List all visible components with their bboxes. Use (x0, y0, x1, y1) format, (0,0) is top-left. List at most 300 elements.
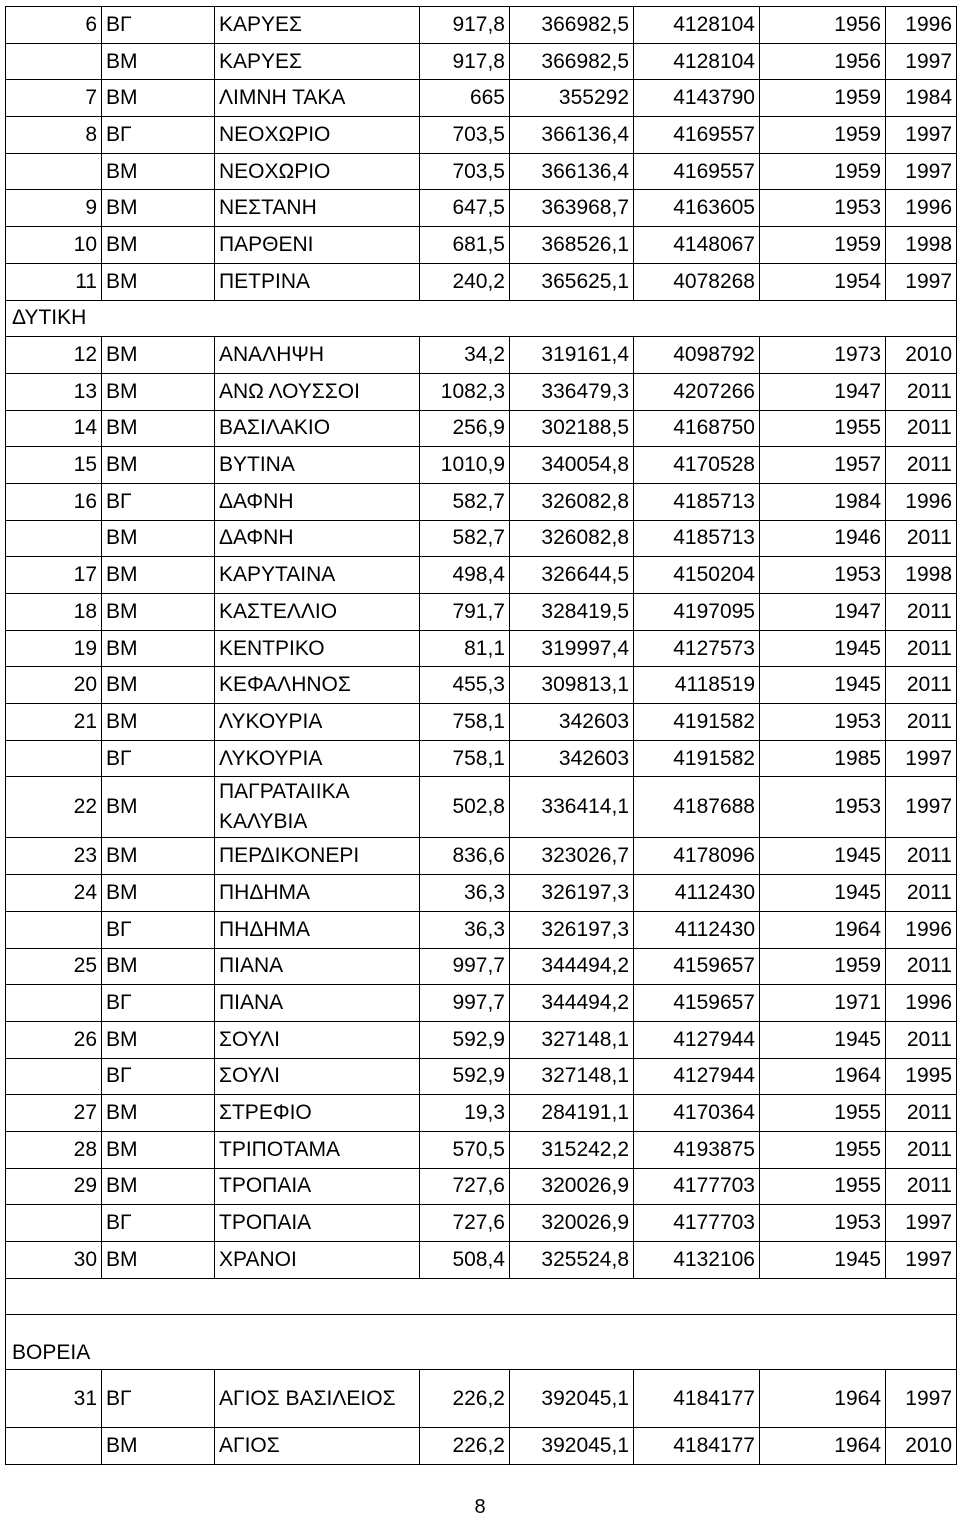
cell-station-number: 7 (6, 80, 102, 117)
cell-station-name: ΠΑΡΘΕΝΙ (215, 227, 420, 264)
cell-coord-y: 4143790 (634, 80, 760, 117)
cell-coord-x: 368526,1 (510, 227, 634, 264)
cell-coord-y: 4185713 (634, 483, 760, 520)
table-row (6, 7, 957, 44)
table-row (6, 740, 957, 777)
cell-end-year: 2011 (886, 410, 957, 447)
table-row (6, 263, 957, 300)
region-row (6, 300, 957, 337)
cell-start-year: 1954 (760, 263, 886, 300)
cell-coord-x: 320026,9 (510, 1205, 634, 1242)
cell-station-name: ΚΑΡΥΕΣ (215, 43, 420, 80)
cell-coord-x: 328419,5 (510, 594, 634, 631)
table-row (6, 1058, 957, 1095)
cell-coord-x: 344494,2 (510, 985, 634, 1022)
cell-coord-x: 326644,5 (510, 557, 634, 594)
cell-station-number: 20 (6, 667, 102, 704)
cell-coord-y: 4148067 (634, 227, 760, 264)
cell-start-year: 1964 (760, 1370, 886, 1428)
cell-station-number: 10 (6, 227, 102, 264)
cell-station-number: 15 (6, 447, 102, 484)
cell-station-number: 19 (6, 630, 102, 667)
cell-station-type: ΒΜ (102, 373, 215, 410)
cell-coord-y: 4078268 (634, 263, 760, 300)
cell-end-year: 1998 (886, 227, 957, 264)
cell-station-type: ΒΓ (102, 1370, 215, 1428)
cell-end-year: 2011 (886, 1131, 957, 1168)
table-row (6, 1021, 957, 1058)
cell-start-year: 1945 (760, 875, 886, 912)
cell-end-year: 1996 (886, 985, 957, 1022)
table-row (6, 153, 957, 190)
cell-station-type: ΒΓ (102, 483, 215, 520)
cell-altitude: 81,1 (420, 630, 510, 667)
cell-station-type: ΒΜ (102, 1428, 215, 1465)
cell-altitude: 1082,3 (420, 373, 510, 410)
table-row (6, 985, 957, 1022)
cell-station-type: ΒΜ (102, 337, 215, 374)
cell-station-number (6, 43, 102, 80)
table-row (6, 594, 957, 631)
cell-station-number: 27 (6, 1095, 102, 1132)
cell-coord-x: 342603 (510, 740, 634, 777)
cell-station-number: 31 (6, 1370, 102, 1428)
cell-station-name: ΒΥΤΙΝΑ (215, 447, 420, 484)
cell-coord-y: 4177703 (634, 1168, 760, 1205)
cell-altitude: 226,2 (420, 1370, 510, 1428)
cell-station-name: ΝΕΟΧΩΡΙΟ (215, 117, 420, 154)
cell-start-year: 1984 (760, 483, 886, 520)
cell-station-name: ΚΕΝΤΡΙΚΟ (215, 630, 420, 667)
cell-station-type: ΒΓ (102, 7, 215, 44)
cell-coord-y: 4159657 (634, 985, 760, 1022)
cell-end-year: 1996 (886, 483, 957, 520)
cell-station-number: 8 (6, 117, 102, 154)
cell-start-year: 1953 (760, 190, 886, 227)
cell-station-name: ΑΝΩ ΛΟΥΣΣΟΙ (215, 373, 420, 410)
cell-start-year: 1955 (760, 1131, 886, 1168)
cell-start-year: 1953 (760, 777, 886, 838)
cell-coord-x: 392045,1 (510, 1370, 634, 1428)
cell-coord-x: 326082,8 (510, 520, 634, 557)
table-body (6, 7, 957, 1465)
cell-coord-x: 323026,7 (510, 838, 634, 875)
cell-coord-y: 4112430 (634, 875, 760, 912)
cell-coord-x: 326197,3 (510, 911, 634, 948)
cell-coord-x: 363968,7 (510, 190, 634, 227)
cell-coord-y: 4170364 (634, 1095, 760, 1132)
cell-station-type: ΒΜ (102, 704, 215, 741)
cell-station-name: ΝΕΟΧΩΡΙΟ (215, 153, 420, 190)
cell-coord-x: 325524,8 (510, 1242, 634, 1279)
cell-station-number: 28 (6, 1131, 102, 1168)
table-row (6, 667, 957, 704)
cell-altitude: 1010,9 (420, 447, 510, 484)
cell-end-year: 2011 (886, 838, 957, 875)
cell-coord-y: 4112430 (634, 911, 760, 948)
cell-end-year: 1997 (886, 777, 957, 838)
cell-altitude: 582,7 (420, 483, 510, 520)
table-row (6, 630, 957, 667)
cell-coord-y: 4127944 (634, 1021, 760, 1058)
table-row (6, 447, 957, 484)
cell-station-name: ΛΙΜΝΗ ΤΑΚΑ (215, 80, 420, 117)
cell-start-year: 1959 (760, 153, 886, 190)
cell-end-year: 2011 (886, 1095, 957, 1132)
cell-coord-x: 326082,8 (510, 483, 634, 520)
cell-coord-y: 4197095 (634, 594, 760, 631)
cell-coord-x: 315242,2 (510, 1131, 634, 1168)
cell-coord-x: 319997,4 (510, 630, 634, 667)
cell-start-year: 1985 (760, 740, 886, 777)
cell-station-name: ΣΤΡΕΦΙΟ (215, 1095, 420, 1132)
cell-end-year: 1997 (886, 740, 957, 777)
cell-altitude: 681,5 (420, 227, 510, 264)
stations-table (5, 6, 957, 1465)
cell-end-year: 2011 (886, 594, 957, 631)
cell-coord-x: 319161,4 (510, 337, 634, 374)
cell-station-name: ΚΑΣΤΕΛΛΙΟ (215, 594, 420, 631)
cell-coord-y: 4128104 (634, 7, 760, 44)
cell-station-name: ΠΗΔΗΜΑ (215, 911, 420, 948)
cell-coord-x: 302188,5 (510, 410, 634, 447)
cell-coord-y: 4150204 (634, 557, 760, 594)
cell-station-number: 12 (6, 337, 102, 374)
cell-end-year: 2011 (886, 447, 957, 484)
cell-station-name: ΛΥΚΟΥΡΙΑ (215, 704, 420, 741)
cell-station-name: ΑΓΙΟΣ ΒΑΣΙΛΕΙΟΣ (215, 1370, 420, 1428)
cell-station-name: ΔΑΦΝΗ (215, 520, 420, 557)
cell-station-number: 24 (6, 875, 102, 912)
cell-altitude: 836,6 (420, 838, 510, 875)
cell-end-year: 1997 (886, 263, 957, 300)
cell-coord-y: 4118519 (634, 667, 760, 704)
cell-coord-x: 320026,9 (510, 1168, 634, 1205)
spacer-row (6, 1278, 957, 1315)
cell-altitude: 727,6 (420, 1205, 510, 1242)
cell-coord-x: 366136,4 (510, 153, 634, 190)
cell-station-type: ΒΜ (102, 875, 215, 912)
cell-station-number: 22 (6, 777, 102, 838)
cell-end-year: 1997 (886, 1242, 957, 1279)
cell-end-year: 2011 (886, 948, 957, 985)
cell-coord-x: 284191,1 (510, 1095, 634, 1132)
cell-start-year: 1957 (760, 447, 886, 484)
cell-station-type: ΒΜ (102, 1095, 215, 1132)
cell-end-year: 2010 (886, 337, 957, 374)
cell-coord-y: 4185713 (634, 520, 760, 557)
cell-start-year: 1945 (760, 667, 886, 704)
cell-coord-y: 4184177 (634, 1370, 760, 1428)
cell-altitude: 997,7 (420, 985, 510, 1022)
cell-station-number: 18 (6, 594, 102, 631)
cell-end-year: 1998 (886, 557, 957, 594)
cell-station-number: 16 (6, 483, 102, 520)
cell-station-type: ΒΜ (102, 838, 215, 875)
cell-start-year: 1964 (760, 1058, 886, 1095)
cell-coord-y: 4187688 (634, 777, 760, 838)
cell-start-year: 1964 (760, 1428, 886, 1465)
page-number: 8 (474, 1496, 486, 1518)
cell-station-name: ΑΓΙΟΣ (215, 1428, 420, 1465)
cell-coord-y: 4178096 (634, 838, 760, 875)
table-row (6, 875, 957, 912)
cell-end-year: 2011 (886, 1021, 957, 1058)
cell-coord-x: 326197,3 (510, 875, 634, 912)
table-row (6, 520, 957, 557)
cell-station-number: 30 (6, 1242, 102, 1279)
cell-end-year: 1996 (886, 7, 957, 44)
cell-coord-y: 4168750 (634, 410, 760, 447)
cell-altitude: 36,3 (420, 911, 510, 948)
cell-station-number (6, 1058, 102, 1095)
cell-station-number: 17 (6, 557, 102, 594)
cell-altitude: 240,2 (420, 263, 510, 300)
cell-station-number: 13 (6, 373, 102, 410)
cell-altitude: 226,2 (420, 1428, 510, 1465)
table-row (6, 410, 957, 447)
cell-station-type: ΒΜ (102, 80, 215, 117)
cell-coord-y: 4207266 (634, 373, 760, 410)
cell-station-number: 14 (6, 410, 102, 447)
cell-station-type: ΒΓ (102, 1058, 215, 1095)
cell-station-type: ΒΜ (102, 263, 215, 300)
cell-start-year: 1953 (760, 704, 886, 741)
cell-end-year: 1997 (886, 117, 957, 154)
cell-station-number: 29 (6, 1168, 102, 1205)
table-row (6, 337, 957, 374)
cell-station-name: ΔΑΦΝΗ (215, 483, 420, 520)
cell-station-name: ΒΑΣΙΛΑΚΙΟ (215, 410, 420, 447)
cell-station-name: ΚΕΦΑΛΗΝΟΣ (215, 667, 420, 704)
table-row (6, 838, 957, 875)
cell-end-year: 2011 (886, 630, 957, 667)
cell-end-year: 1996 (886, 911, 957, 948)
cell-altitude: 758,1 (420, 740, 510, 777)
cell-coord-x: 336414,1 (510, 777, 634, 838)
cell-station-type: ΒΜ (102, 447, 215, 484)
cell-station-name: ΤΡΟΠΑΙΑ (215, 1205, 420, 1242)
cell-station-name: ΠΙΑΝΑ (215, 948, 420, 985)
cell-coord-x: 365625,1 (510, 263, 634, 300)
cell-station-type: ΒΜ (102, 190, 215, 227)
cell-station-number (6, 153, 102, 190)
cell-station-type: ΒΜ (102, 227, 215, 264)
cell-coord-x: 327148,1 (510, 1058, 634, 1095)
cell-coord-y: 4177703 (634, 1205, 760, 1242)
cell-coord-x: 366136,4 (510, 117, 634, 154)
cell-station-number: 11 (6, 263, 102, 300)
table-row (6, 777, 957, 838)
cell-coord-y: 4128104 (634, 43, 760, 80)
cell-station-type: ΒΜ (102, 777, 215, 838)
table-row (6, 1131, 957, 1168)
cell-coord-x: 340054,8 (510, 447, 634, 484)
cell-start-year: 1955 (760, 1168, 886, 1205)
cell-end-year: 1995 (886, 1058, 957, 1095)
cell-end-year: 2011 (886, 1168, 957, 1205)
cell-station-number (6, 1428, 102, 1465)
cell-end-year: 1984 (886, 80, 957, 117)
cell-altitude: 997,7 (420, 948, 510, 985)
table-row (6, 1095, 957, 1132)
cell-station-number: 25 (6, 948, 102, 985)
cell-station-number: 9 (6, 190, 102, 227)
table-row (6, 227, 957, 264)
cell-coord-y: 4098792 (634, 337, 760, 374)
cell-start-year: 1955 (760, 410, 886, 447)
table-row (6, 80, 957, 117)
cell-altitude: 703,5 (420, 153, 510, 190)
cell-start-year: 1959 (760, 948, 886, 985)
cell-coord-y: 4127573 (634, 630, 760, 667)
cell-altitude: 34,2 (420, 337, 510, 374)
cell-end-year: 2011 (886, 875, 957, 912)
cell-end-year: 1997 (886, 1370, 957, 1428)
cell-end-year: 2011 (886, 520, 957, 557)
cell-station-name: ΠΕΤΡΙΝΑ (215, 263, 420, 300)
cell-coord-x: 355292 (510, 80, 634, 117)
cell-altitude: 508,4 (420, 1242, 510, 1279)
cell-coord-y: 4184177 (634, 1428, 760, 1465)
cell-station-number: 26 (6, 1021, 102, 1058)
cell-coord-y: 4127944 (634, 1058, 760, 1095)
cell-coord-x: 327148,1 (510, 1021, 634, 1058)
table-row (6, 704, 957, 741)
cell-altitude: 727,6 (420, 1168, 510, 1205)
cell-station-number (6, 911, 102, 948)
cell-station-type: ΒΜ (102, 1131, 215, 1168)
table-row (6, 1428, 957, 1465)
cell-station-type: ΒΜ (102, 1021, 215, 1058)
cell-coord-x: 366982,5 (510, 43, 634, 80)
cell-coord-y: 4170528 (634, 447, 760, 484)
cell-end-year: 2011 (886, 704, 957, 741)
cell-altitude: 19,3 (420, 1095, 510, 1132)
table-row (6, 1168, 957, 1205)
cell-start-year: 1947 (760, 594, 886, 631)
cell-station-type: ΒΓ (102, 117, 215, 154)
cell-station-type: ΒΓ (102, 740, 215, 777)
cell-station-name: ΚΑΡΥΤΑΙΝΑ (215, 557, 420, 594)
cell-altitude: 758,1 (420, 704, 510, 741)
cell-station-type: ΒΜ (102, 948, 215, 985)
cell-station-type: ΒΓ (102, 1205, 215, 1242)
cell-station-name: ΤΡΟΠΑΙΑ (215, 1168, 420, 1205)
cell-altitude: 256,9 (420, 410, 510, 447)
cell-end-year: 1997 (886, 153, 957, 190)
cell-station-number (6, 520, 102, 557)
cell-station-name: ΚΑΡΥΕΣ (215, 7, 420, 44)
cell-end-year: 2011 (886, 667, 957, 704)
cell-station-name: ΧΡΑΝΟΙ (215, 1242, 420, 1279)
table-row (6, 911, 957, 948)
cell-station-type: ΒΜ (102, 557, 215, 594)
cell-altitude: 36,3 (420, 875, 510, 912)
cell-start-year: 1945 (760, 1021, 886, 1058)
cell-coord-y: 4169557 (634, 117, 760, 154)
cell-station-number (6, 985, 102, 1022)
cell-start-year: 1959 (760, 227, 886, 264)
cell-station-type: ΒΜ (102, 630, 215, 667)
table-row (6, 1370, 957, 1428)
cell-end-year: 1997 (886, 43, 957, 80)
cell-altitude: 455,3 (420, 667, 510, 704)
cell-station-name: ΤΡΙΠΟΤΑΜΑ (215, 1131, 420, 1168)
cell-station-number: 6 (6, 7, 102, 44)
cell-altitude: 665 (420, 80, 510, 117)
cell-coord-y: 4193875 (634, 1131, 760, 1168)
cell-start-year: 1964 (760, 911, 886, 948)
cell-station-name: ΣΟΥΛΙ (215, 1021, 420, 1058)
cell-altitude: 791,7 (420, 594, 510, 631)
cell-start-year: 1955 (760, 1095, 886, 1132)
cell-start-year: 1959 (760, 117, 886, 154)
cell-coord-x: 309813,1 (510, 667, 634, 704)
cell-altitude: 570,5 (420, 1131, 510, 1168)
cell-altitude: 592,9 (420, 1021, 510, 1058)
cell-altitude: 592,9 (420, 1058, 510, 1095)
cell-coord-x: 344494,2 (510, 948, 634, 985)
cell-end-year: 2010 (886, 1428, 957, 1465)
cell-start-year: 1947 (760, 373, 886, 410)
cell-altitude: 582,7 (420, 520, 510, 557)
table-row (6, 373, 957, 410)
cell-start-year: 1946 (760, 520, 886, 557)
cell-coord-x: 392045,1 (510, 1428, 634, 1465)
table-row (6, 1242, 957, 1279)
cell-start-year: 1956 (760, 43, 886, 80)
cell-station-name: ΠΗΔΗΜΑ (215, 875, 420, 912)
cell-station-type: ΒΜ (102, 43, 215, 80)
cell-coord-x: 336479,3 (510, 373, 634, 410)
table-row (6, 43, 957, 80)
region-label: ΒΟΡΕΙΑ (6, 1315, 957, 1370)
cell-start-year: 1945 (760, 838, 886, 875)
cell-coord-y: 4191582 (634, 740, 760, 777)
cell-coord-y: 4163605 (634, 190, 760, 227)
cell-end-year: 1997 (886, 1205, 957, 1242)
table-row (6, 1205, 957, 1242)
cell-start-year: 1945 (760, 630, 886, 667)
spacer-cell (6, 1278, 957, 1315)
cell-start-year: 1973 (760, 337, 886, 374)
cell-station-name: ΛΥΚΟΥΡΙΑ (215, 740, 420, 777)
cell-station-type: ΒΜ (102, 153, 215, 190)
table-row (6, 483, 957, 520)
cell-station-type: ΒΓ (102, 911, 215, 948)
region-label: ΔΥΤΙΚΗ (6, 300, 957, 337)
cell-station-name: ΑΝΑΛΗΨΗ (215, 337, 420, 374)
cell-station-number: 21 (6, 704, 102, 741)
cell-end-year: 1996 (886, 190, 957, 227)
cell-start-year: 1945 (760, 1242, 886, 1279)
cell-coord-y: 4169557 (634, 153, 760, 190)
cell-end-year: 2011 (886, 373, 957, 410)
cell-altitude: 703,5 (420, 117, 510, 154)
cell-station-name: ΣΟΥΛΙ (215, 1058, 420, 1095)
cell-coord-x: 342603 (510, 704, 634, 741)
table-row (6, 190, 957, 227)
cell-station-type: ΒΓ (102, 985, 215, 1022)
cell-station-type: ΒΜ (102, 520, 215, 557)
cell-station-name: ΝΕΣΤΑΝΗ (215, 190, 420, 227)
cell-station-type: ΒΜ (102, 594, 215, 631)
cell-start-year: 1956 (760, 7, 886, 44)
cell-altitude: 502,8 (420, 777, 510, 838)
cell-station-type: ΒΜ (102, 667, 215, 704)
cell-coord-x: 366982,5 (510, 7, 634, 44)
